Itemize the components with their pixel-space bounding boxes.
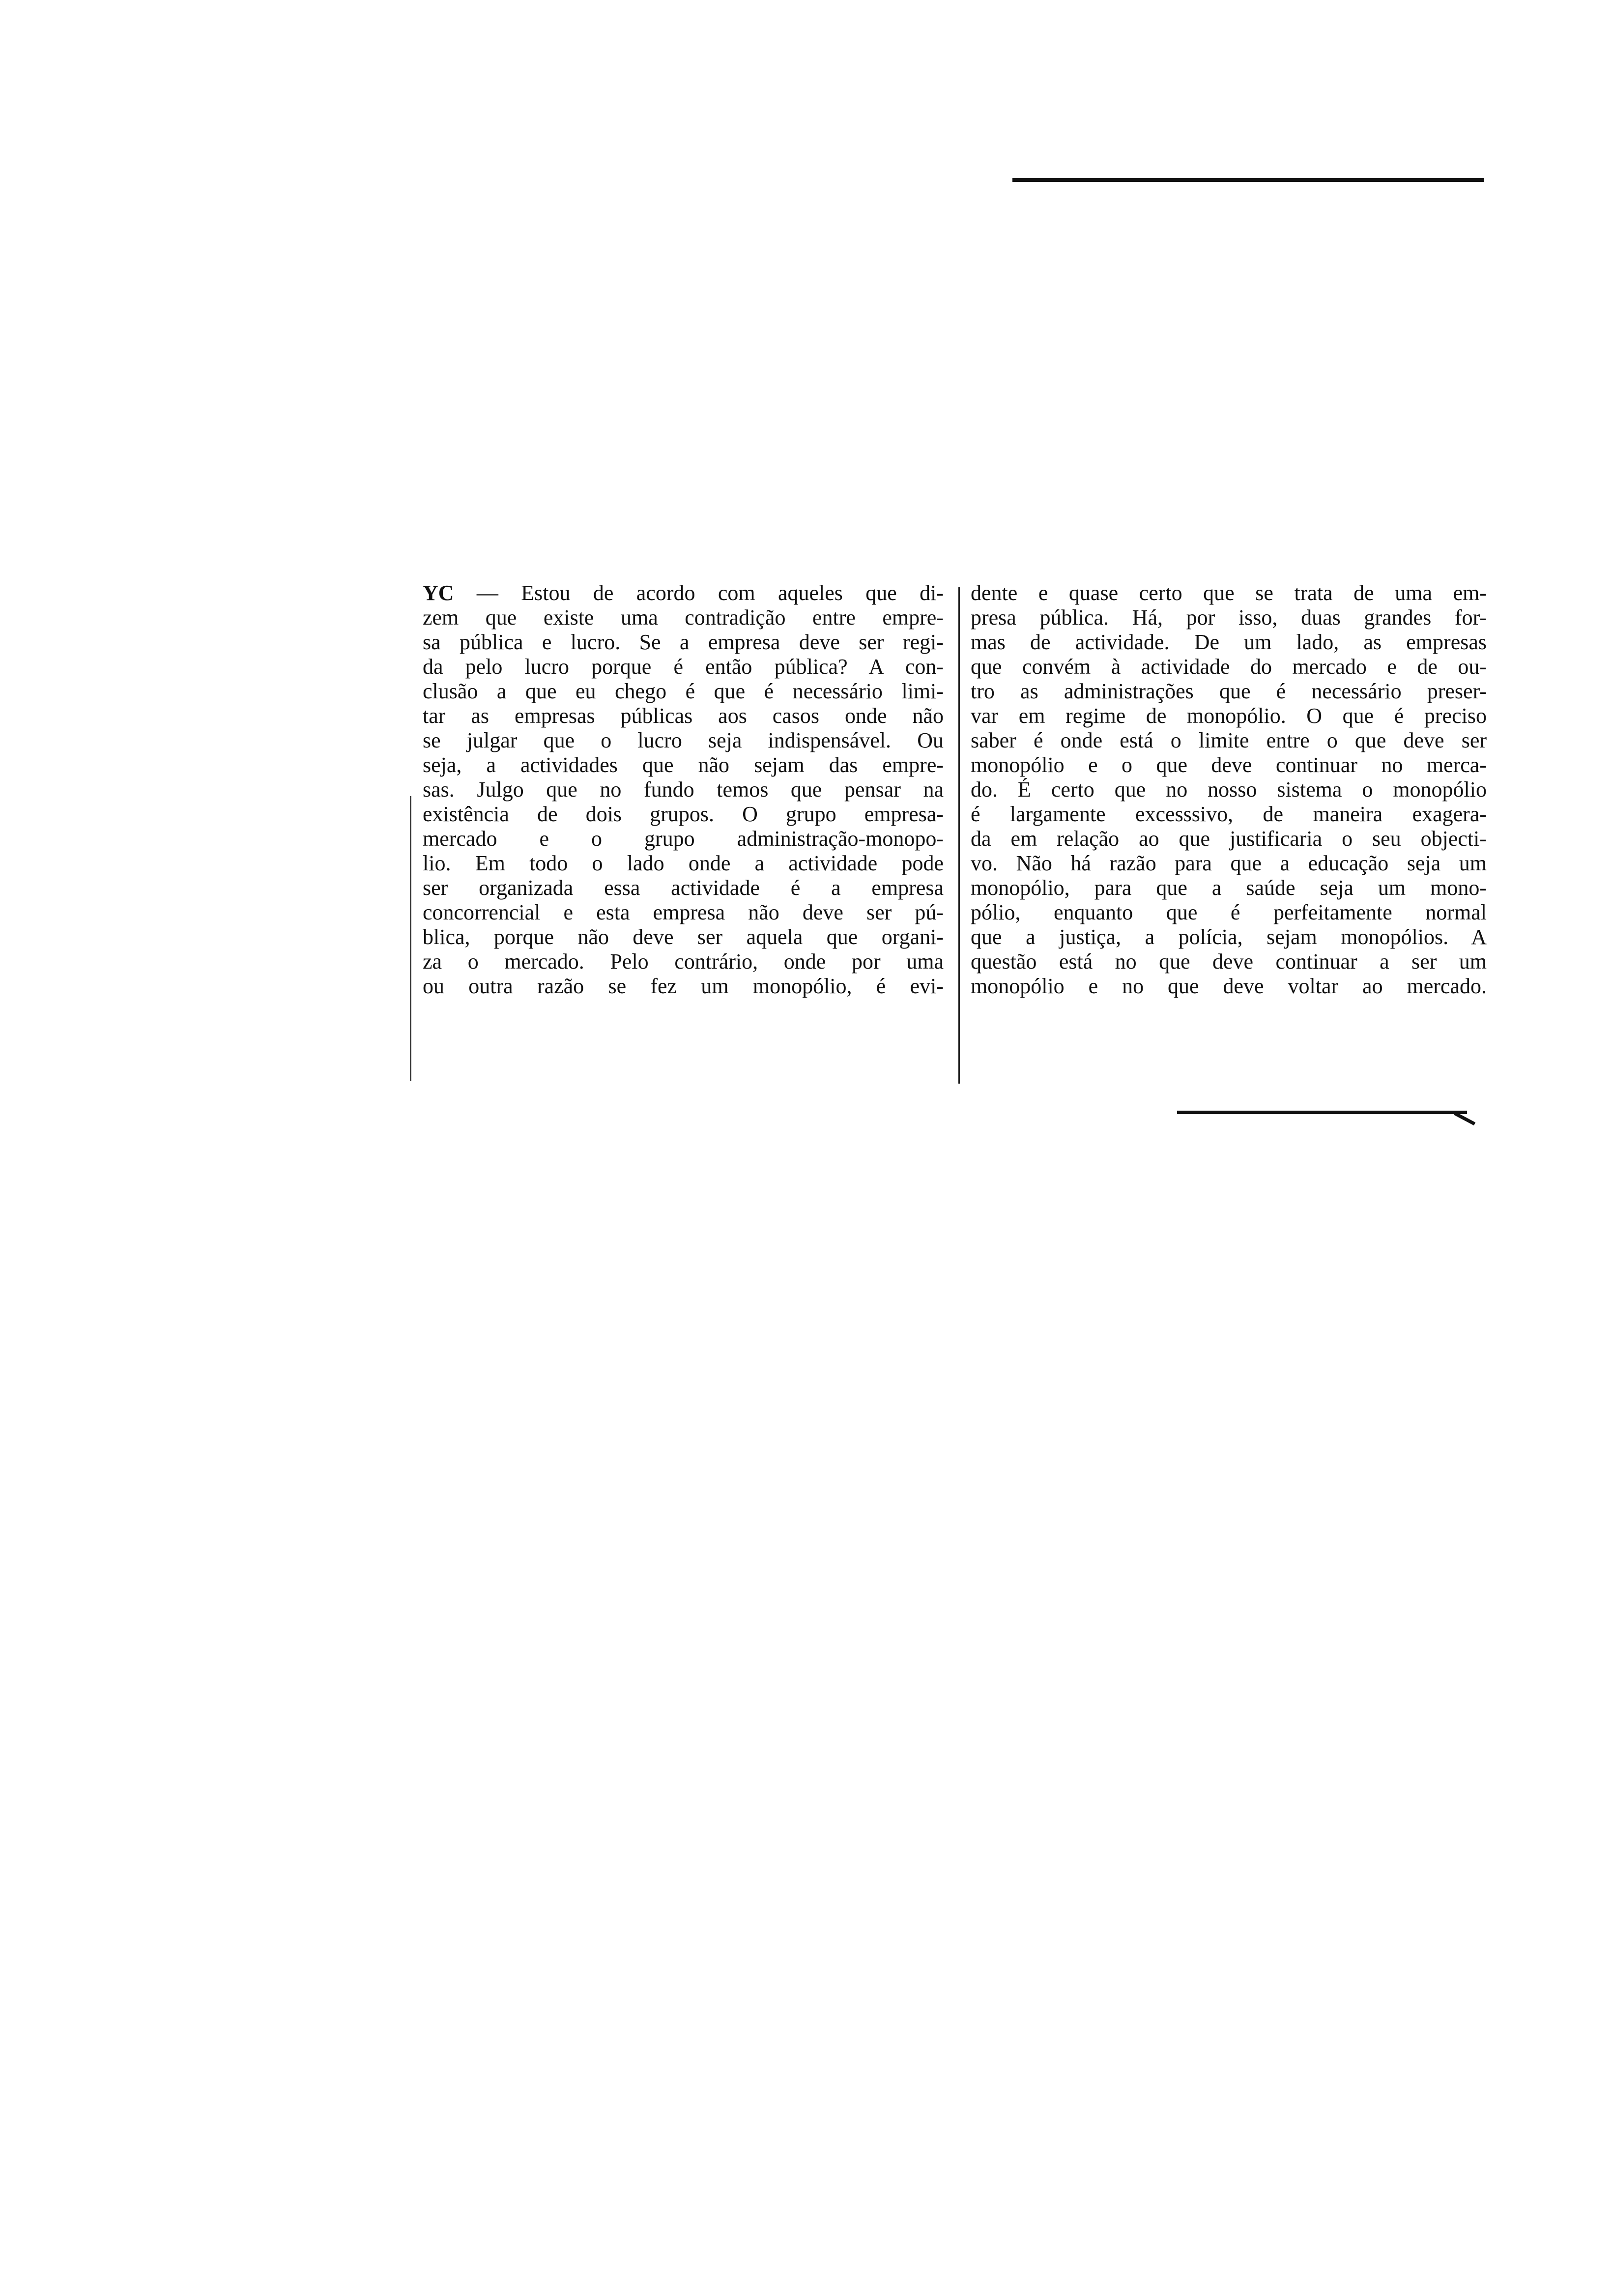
- top-rule: [1012, 178, 1484, 182]
- text-line: YC — Estou de acordo com aqueles que di-: [423, 581, 944, 605]
- text-line: var em regime de monopólio. O que é preciso: [971, 704, 1487, 728]
- right-column: [971, 581, 1487, 999]
- left-column: [423, 581, 944, 999]
- column-divider: [958, 587, 960, 1084]
- text-line: da pelo lucro porque é então pública? A con-: [423, 655, 944, 679]
- text-line: lio. Em todo o lado onde a actividade pode: [423, 851, 944, 875]
- text-line: za o mercado. Pelo contrário, onde por uma: [423, 949, 944, 974]
- text-line: existência de dois grupos. O grupo empresa-: [423, 802, 944, 826]
- text-line: presa pública. Há, por isso, duas grandes for-: [971, 605, 1487, 630]
- text-line: se julgar que o lucro seja indispensável. Ou: [423, 728, 944, 752]
- speaker-initials: YC: [423, 581, 454, 605]
- text-line: que a justiça, a polícia, sejam monopólios. A: [971, 925, 1487, 949]
- text-line: mercado e o grupo administração-monopo-: [423, 827, 944, 851]
- text-line: pólio, enquanto que é perfeitamente normal: [971, 900, 1487, 924]
- text-line: que convém à actividade do mercado e de ou-: [971, 655, 1487, 679]
- text-line: questão está no que deve continuar a ser um: [971, 949, 1487, 974]
- text-line: monopólio e o que deve continuar no merca-: [971, 753, 1487, 777]
- text-line: da em relação ao que justificaria o seu objecti-: [971, 827, 1487, 851]
- bottom-rule: [1177, 1111, 1467, 1114]
- text-line: concorrencial e esta empresa não deve ser pú-: [423, 900, 944, 924]
- text-line: monopólio e no que deve voltar ao mercado.: [971, 974, 1487, 998]
- text-line: sa pública e lucro. Se a empresa deve ser regi-: [423, 630, 944, 654]
- text-line: clusão a que eu chego é que é necessário limi-: [423, 679, 944, 703]
- text-line: seja, a actividades que não sejam das empre-: [423, 753, 944, 777]
- text-line: tro as administrações que é necessário preser-: [971, 679, 1487, 703]
- text-line: do. É certo que no nosso sistema o monopólio: [971, 777, 1487, 802]
- text-line: dente e quase certo que se trata de uma em-: [971, 581, 1487, 605]
- text-line: saber é onde está o limite entre o que deve ser: [971, 728, 1487, 752]
- text-line: mas de actividade. De um lado, as empresas: [971, 630, 1487, 654]
- text-line: vo. Não há razão para que a educação seja um: [971, 851, 1487, 875]
- text-line: blica, porque não deve ser aquela que organi-: [423, 925, 944, 949]
- text-line: tar as empresas públicas aos casos onde não: [423, 704, 944, 728]
- text-line: monopólio, para que a saúde seja um mono-: [971, 876, 1487, 900]
- text-line: ou outra razão se fez um monopólio, é evi-: [423, 974, 944, 998]
- text-line: é largamente excesssivo, de maneira exagera-: [971, 802, 1487, 826]
- text-line: ser organizada essa actividade é a empresa: [423, 876, 944, 900]
- text-line: sas. Julgo que no fundo temos que pensar na: [423, 777, 944, 802]
- margin-mark: [410, 796, 411, 1081]
- text-line: zem que existe uma contradição entre empre-: [423, 605, 944, 630]
